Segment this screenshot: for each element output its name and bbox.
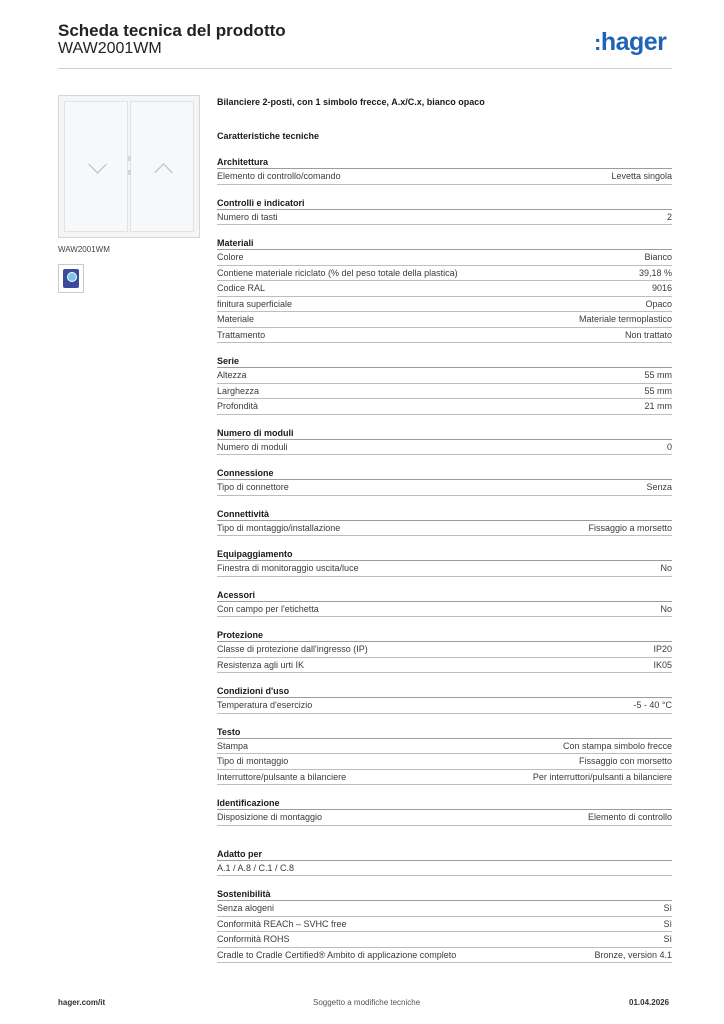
spec-label: Profondità: [217, 401, 259, 411]
spec-value: Per interruttori/pulsanti a bilanciere: [532, 771, 672, 782]
spec-value: Elemento di controllo: [587, 812, 672, 822]
spec-label: Conformità ROHS: [217, 934, 290, 944]
spec-value: Opaco: [645, 298, 672, 309]
chevron-down-icon: [88, 155, 106, 173]
spec-row: [217, 932, 672, 948]
spec-label: Senza alogeni: [217, 903, 275, 913]
spec-label: Con campo per l'etichetta: [217, 603, 319, 614]
spec-row: [217, 770, 672, 786]
spec-value: IK05: [653, 659, 672, 670]
spec-label: Interruttore/pulsante a bilanciere: [217, 771, 347, 782]
spec-label: Conformità REACh – SVHC free: [217, 918, 347, 929]
spec-row: [217, 297, 672, 313]
product-image: [58, 95, 200, 238]
section-title: Numero di moduli: [217, 427, 672, 440]
spec-row: [217, 440, 672, 456]
spec-value: Bianco: [644, 252, 672, 262]
product-code: WAW2001WM: [58, 40, 162, 57]
spec-label: Codice RAL: [217, 283, 266, 293]
spec-value: 9016: [651, 283, 672, 293]
spec-label: Altezza: [217, 370, 247, 380]
spec-value: Fissaggio a morsetto: [588, 522, 672, 533]
spec-label: finitura superficiale: [217, 298, 293, 309]
spec-value: 39,18 %: [638, 267, 672, 278]
spec-row: [217, 266, 672, 282]
section-title: Condizioni d'uso: [217, 685, 672, 698]
spec-row: [217, 281, 672, 297]
spec-row: [217, 948, 672, 964]
spec-value: Non trattato: [624, 329, 672, 340]
spec-label: Finestra di monitoraggio uscita/luce: [217, 563, 359, 573]
image-caption: WAW2001WM: [58, 245, 110, 254]
spec-value: 2: [666, 211, 672, 222]
spec-row: [217, 917, 672, 933]
spec-row: [217, 642, 672, 658]
footer-notice: Soggetto a modifiche tecniche: [313, 998, 421, 1007]
spec-row: [217, 250, 672, 266]
spec-row: [217, 368, 672, 384]
spec-value: Fissaggio con morsetto: [578, 756, 672, 766]
spec-label: Numero di moduli: [217, 441, 288, 452]
spec-label: Contiene materiale riciclato (% del peso totale della plastica): [217, 267, 458, 278]
spec-value: Bronze, version 4.1: [594, 949, 672, 960]
spec-label: Cradle to Cradle Certified® Ambito di applicazione completo: [217, 949, 457, 960]
spec-label: Tipo di montaggio/installazione: [217, 522, 341, 533]
spec-row: [217, 210, 672, 226]
hager-logo: :hager: [594, 28, 667, 56]
spec-row: [217, 399, 672, 415]
spec-row: [217, 739, 672, 755]
spec-value: Materiale termoplastico: [578, 314, 672, 324]
spec-row: [217, 312, 672, 328]
spec-row: [217, 861, 672, 877]
spec-label: Temperatura d'esercizio: [217, 700, 313, 710]
spec-label: Colore: [217, 252, 244, 262]
section-title: Acessori: [217, 589, 672, 602]
section-title: Connettività: [217, 508, 672, 521]
spec-value: 0: [666, 441, 672, 452]
spec-row: [217, 810, 672, 826]
spec-value: Sì: [663, 918, 672, 929]
spec-label: Numero di tasti: [217, 211, 278, 222]
tech-title: Caratteristiche tecniche: [217, 131, 320, 141]
spec-label: Classe di protezione dall'ingresso (IP): [217, 644, 368, 654]
spec-value: -5 - 40 °C: [633, 700, 672, 710]
spec-label: Trattamento: [217, 329, 266, 340]
spec-row: [217, 521, 672, 537]
section-title: Equipaggiamento: [217, 548, 672, 561]
spec-row: [217, 901, 672, 917]
spec-row: [217, 658, 672, 674]
section-title: Architettura: [217, 156, 672, 169]
spec-row: [217, 754, 672, 770]
spec-label: Stampa: [217, 740, 249, 751]
spec-value: No: [660, 603, 672, 614]
spec-value: Con stampa simbolo frecce: [562, 740, 672, 751]
spec-value: No: [660, 563, 672, 573]
spec-row: [217, 384, 672, 400]
section-title: Adatto per: [217, 848, 672, 861]
spec-label: Resistenza agli urti IK: [217, 659, 305, 670]
specification-table: [217, 96, 672, 963]
page-title: Scheda tecnica del prodotto: [58, 21, 286, 40]
spec-row: [217, 328, 672, 344]
spec-value: Sì: [663, 934, 672, 944]
spec-value: Levetta singola: [611, 171, 672, 181]
spec-row: [217, 480, 672, 496]
spec-label: Tipo di montaggio: [217, 756, 289, 766]
chevron-up-icon: [154, 163, 172, 181]
section-title: Connessione: [217, 467, 672, 480]
section-title: Identificazione: [217, 797, 672, 810]
spec-label: Larghezza: [217, 385, 260, 396]
spec-row: [217, 698, 672, 714]
spec-label: Materiale: [217, 314, 255, 324]
spec-value: A.1 / A.8 / C.1 / C.8: [217, 862, 295, 873]
spec-value: Sì: [663, 903, 672, 913]
certification-badge-icon: [58, 264, 84, 293]
rocker-left: [64, 101, 128, 232]
section-title: Protezione: [217, 629, 672, 642]
header-divider: [58, 68, 672, 69]
spec-value: IP20: [653, 644, 672, 654]
spec-row: [217, 561, 672, 577]
spec-label: Tipo di connettore: [217, 482, 289, 492]
section-title: Testo: [217, 726, 672, 739]
spec-value: 55 mm: [644, 385, 672, 396]
footer-date: 01.04.2026: [629, 998, 670, 1007]
section-title: Materiali: [217, 237, 672, 250]
rocker-right: [130, 101, 194, 232]
section-title: Sostenibilità: [217, 888, 672, 901]
footer-website: hager.com/it: [58, 998, 106, 1007]
spec-label: Disposizione di montaggio: [217, 812, 323, 822]
spec-label: Elemento di controllo/comando: [217, 171, 341, 181]
spec-value: 21 mm: [644, 401, 672, 411]
spec-value: 55 mm: [644, 370, 672, 380]
spec-row: [217, 602, 672, 618]
section-title: Serie: [217, 355, 672, 368]
section-title: Controlli e indicatori: [217, 197, 672, 210]
spec-row: [217, 169, 672, 185]
rocker-notch: [128, 156, 131, 161]
rocker-notch: [128, 170, 131, 175]
spec-value: Senza: [646, 482, 672, 492]
product-description: Bilanciere 2-posti, con 1 simbolo frecce, A.x/C.x, bianco opaco: [217, 97, 485, 107]
